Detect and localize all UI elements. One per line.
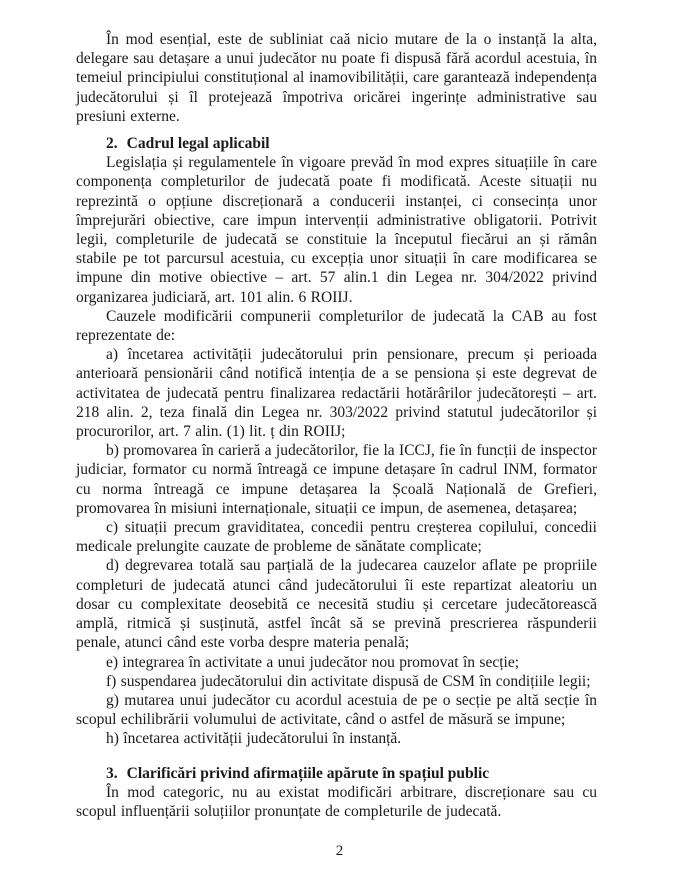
list-item-e: e) integrarea în activitate a unui judecător nou promovat în secție; (106, 653, 520, 671)
list-item-a: a) încetarea activității judecătorului prin pensionare, precum și perioada anterioară pensionării când notifică intenția de a se pensiona și este degrevat de activitatea de judecată pentru finalizarea redactării hotărârilor judecătorești – art. 218 alin. 2, teza finală din Legea nr. 303/2022 privind statutul judecătorilor și procurorilor, art. 7 alin. (1) lit. ț din ROIIJ; (76, 346, 597, 441)
list-item-g: g) mutarea unui judecător cu acordul acestuia de pe o secție pe altă secție în scopul echilibrării volumului de activitate, când o astfel de măsură se impune; (76, 691, 597, 729)
section-2-heading (76, 134, 597, 153)
list-item-h: h) încetarea activității judecătorului în instanță. (106, 730, 402, 748)
list-item-d: d) degrevarea totală sau parțială de la judecarea cauzelor aflate pe propriile completuri de judecată atunci când judecătorului îi este repartizat aleatoriu un dosar cu complexitate deosebită ce necesită studiu și cercetare judecătorească amplă, ritmică și susținută, astfel încât să se prevină prescrierea răspunderii penale, atunci când este vorba despre materia penală; (76, 557, 597, 652)
section-2-title: Cadrul legal aplicabil (126, 135, 270, 153)
list-item-b: b) promovarea în carieră a judecătorilor, fie la ICCJ, fie în funcții de inspector judiciar, formator cu normă întreagă ce impune detașare în cadrul INM, formator cu norma întreagă ce impune detașarea la Școală Națională de Grefieri, promovarea în misiuni internaționale, situații ce impun, de asemenea, detașarea; (76, 442, 597, 517)
section-2-number: 2. (106, 135, 118, 153)
section-3-title: Clarificări privind afirmațiile apărute în spațiul public (126, 764, 490, 782)
section-3-heading (76, 764, 597, 783)
section-3-number: 3. (106, 764, 118, 782)
section-3-paragraph: În mod categoric, nu au existat modificări arbitrare, discreționare sau cu scopul influențării soluțiilor pronunțate de completurile de judecată. (76, 783, 597, 820)
page-number: 2 (335, 843, 344, 859)
section-2-paragraph-legal-framework: Legislația și regulamentele în vigoare prevăd în mod expres situațiile în care componența completurilor de judecată poate fi modificată. Aceste situații nu reprezintă o opțiune discreționară a conducerii instanței, ci consecința unor împrejurări obiective, care impun intervenții administrative obligatorii. Potrivit legii, completurile de judecată se constituie la începutul fiecărui an și rămân stabile pe tot parcursul acestuia, cu excepția unor situații în care modificarea se impune din motive obiective – art. 57 alin.1 din Legea nr. 304/2022 privind organizarea judiciară, art. 101 alin. 6 ROIIJ. (76, 154, 597, 306)
intro-paragraph: În mod esențial, este de subliniat caă nicio mutare de la o instanță la alta, delegare sau detașare a unui judecător nu poate fi dispusă fără acordul acestuia, în temeiul principiului constituțional al inamovibilității, care garantează independența judecătorului și îl protejează împotriva oricărei ingerințe administrative sau presiuni externe. (76, 31, 597, 125)
list-item-c: c) situații precum graviditatea, concedii pentru creșterea copilului, concedii medicale prelungite cauzate de probleme de sănătate complicate; (76, 519, 597, 556)
list-item-f: f) suspendarea judecătorului din activitate dispusă de CSM în condițiile legii; (106, 672, 591, 690)
section-2-paragraph-causes-lead-in: Cauzele modificării compunerii completurilor de judecată la CAB au fost reprezentate de: (76, 307, 597, 345)
